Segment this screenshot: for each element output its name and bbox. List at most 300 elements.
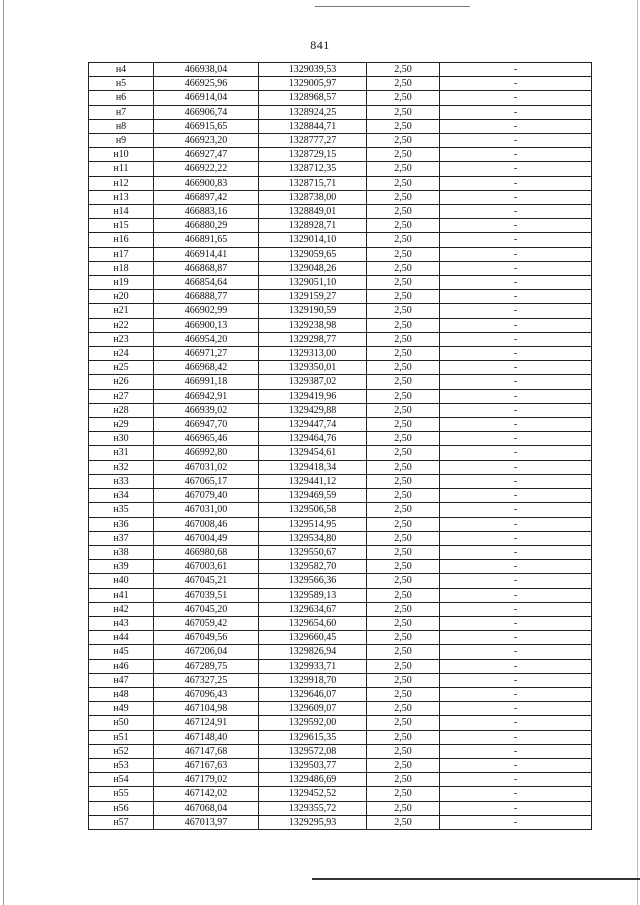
x-coordinate-cell: 466888,77 <box>154 290 259 304</box>
note-cell: - <box>440 673 592 687</box>
note-cell: - <box>440 63 592 77</box>
table-row <box>89 361 592 375</box>
note-cell: - <box>440 531 592 545</box>
point-id-cell: н14 <box>89 205 154 219</box>
accuracy-cell: 2,50 <box>367 219 440 233</box>
table-row <box>89 304 592 318</box>
accuracy-cell: 2,50 <box>367 148 440 162</box>
x-coordinate-cell: 467045,20 <box>154 602 259 616</box>
y-coordinate-cell: 1329298,77 <box>259 332 367 346</box>
scan-bottom-edge-line <box>312 878 640 880</box>
accuracy-cell: 2,50 <box>367 773 440 787</box>
point-id-cell: н45 <box>89 645 154 659</box>
point-id-cell: н23 <box>89 332 154 346</box>
table-row <box>89 332 592 346</box>
table-row <box>89 560 592 574</box>
accuracy-cell: 2,50 <box>367 801 440 815</box>
y-coordinate-cell: 1329469,59 <box>259 489 367 503</box>
x-coordinate-cell: 466922,22 <box>154 162 259 176</box>
point-id-cell: н55 <box>89 787 154 801</box>
accuracy-cell: 2,50 <box>367 418 440 432</box>
note-cell: - <box>440 716 592 730</box>
y-coordinate-cell: 1329418,34 <box>259 460 367 474</box>
note-cell: - <box>440 432 592 446</box>
table-row <box>89 261 592 275</box>
y-coordinate-cell: 1329589,13 <box>259 588 367 602</box>
note-cell: - <box>440 77 592 91</box>
point-id-cell: н7 <box>89 105 154 119</box>
y-coordinate-cell: 1329503,77 <box>259 758 367 772</box>
note-cell: - <box>440 261 592 275</box>
x-coordinate-cell: 467031,02 <box>154 460 259 474</box>
accuracy-cell: 2,50 <box>367 233 440 247</box>
y-coordinate-cell: 1328729,15 <box>259 148 367 162</box>
accuracy-cell: 2,50 <box>367 730 440 744</box>
accuracy-cell: 2,50 <box>367 574 440 588</box>
note-cell: - <box>440 560 592 574</box>
point-id-cell: н52 <box>89 744 154 758</box>
point-id-cell: н39 <box>89 560 154 574</box>
point-id-cell: н31 <box>89 446 154 460</box>
accuracy-cell: 2,50 <box>367 105 440 119</box>
x-coordinate-cell: 467031,00 <box>154 503 259 517</box>
table-row <box>89 418 592 432</box>
note-cell: - <box>440 389 592 403</box>
note-cell: - <box>440 276 592 290</box>
note-cell: - <box>440 645 592 659</box>
x-coordinate-cell: 466914,41 <box>154 247 259 261</box>
table-row <box>89 673 592 687</box>
x-coordinate-cell: 467289,75 <box>154 659 259 673</box>
accuracy-cell: 2,50 <box>367 787 440 801</box>
y-coordinate-cell: 1329572,08 <box>259 744 367 758</box>
point-id-cell: н19 <box>89 276 154 290</box>
note-cell: - <box>440 758 592 772</box>
y-coordinate-cell: 1328849,01 <box>259 205 367 219</box>
table-row <box>89 375 592 389</box>
point-id-cell: н57 <box>89 815 154 829</box>
note-cell: - <box>440 730 592 744</box>
y-coordinate-cell: 1329159,27 <box>259 290 367 304</box>
table-row <box>89 460 592 474</box>
table-row <box>89 787 592 801</box>
note-cell: - <box>440 801 592 815</box>
note-cell: - <box>440 190 592 204</box>
x-coordinate-cell: 466891,65 <box>154 233 259 247</box>
note-cell: - <box>440 318 592 332</box>
y-coordinate-cell: 1328928,71 <box>259 219 367 233</box>
table-row <box>89 574 592 588</box>
point-id-cell: н51 <box>89 730 154 744</box>
y-coordinate-cell: 1329355,72 <box>259 801 367 815</box>
x-coordinate-cell: 466868,87 <box>154 261 259 275</box>
note-cell: - <box>440 545 592 559</box>
table-row <box>89 134 592 148</box>
note-cell: - <box>440 602 592 616</box>
note-cell: - <box>440 347 592 361</box>
y-coordinate-cell: 1329464,76 <box>259 432 367 446</box>
table-row <box>89 77 592 91</box>
point-id-cell: н47 <box>89 673 154 687</box>
note-cell: - <box>440 134 592 148</box>
table-row <box>89 545 592 559</box>
accuracy-cell: 2,50 <box>367 318 440 332</box>
note-cell: - <box>440 474 592 488</box>
table-row <box>89 276 592 290</box>
table-row <box>89 631 592 645</box>
note-cell: - <box>440 233 592 247</box>
accuracy-cell: 2,50 <box>367 247 440 261</box>
y-coordinate-cell: 1329634,67 <box>259 602 367 616</box>
x-coordinate-cell: 466939,02 <box>154 403 259 417</box>
table-row <box>89 531 592 545</box>
accuracy-cell: 2,50 <box>367 631 440 645</box>
note-cell: - <box>440 687 592 701</box>
point-id-cell: н43 <box>89 616 154 630</box>
accuracy-cell: 2,50 <box>367 489 440 503</box>
accuracy-cell: 2,50 <box>367 91 440 105</box>
y-coordinate-cell: 1329048,26 <box>259 261 367 275</box>
point-id-cell: н5 <box>89 77 154 91</box>
y-coordinate-cell: 1329826,94 <box>259 645 367 659</box>
point-id-cell: н20 <box>89 290 154 304</box>
accuracy-cell: 2,50 <box>367 332 440 346</box>
point-id-cell: н11 <box>89 162 154 176</box>
y-coordinate-cell: 1329429,88 <box>259 403 367 417</box>
note-cell: - <box>440 105 592 119</box>
note-cell: - <box>440 503 592 517</box>
point-id-cell: н17 <box>89 247 154 261</box>
accuracy-cell: 2,50 <box>367 347 440 361</box>
table-row <box>89 205 592 219</box>
point-id-cell: н33 <box>89 474 154 488</box>
accuracy-cell: 2,50 <box>367 545 440 559</box>
coordinates-table <box>88 62 592 830</box>
accuracy-cell: 2,50 <box>367 716 440 730</box>
x-coordinate-cell: 466915,65 <box>154 119 259 133</box>
table-row <box>89 616 592 630</box>
y-coordinate-cell: 1329615,35 <box>259 730 367 744</box>
note-cell: - <box>440 489 592 503</box>
y-coordinate-cell: 1329654,60 <box>259 616 367 630</box>
point-id-cell: н37 <box>89 531 154 545</box>
table-row <box>89 105 592 119</box>
y-coordinate-cell: 1329452,52 <box>259 787 367 801</box>
note-cell: - <box>440 418 592 432</box>
table-row <box>89 645 592 659</box>
point-id-cell: н25 <box>89 361 154 375</box>
x-coordinate-cell: 467045,21 <box>154 574 259 588</box>
y-coordinate-cell: 1329419,96 <box>259 389 367 403</box>
accuracy-cell: 2,50 <box>367 659 440 673</box>
y-coordinate-cell: 1329550,67 <box>259 545 367 559</box>
point-id-cell: н56 <box>89 801 154 815</box>
table-row <box>89 659 592 673</box>
point-id-cell: н18 <box>89 261 154 275</box>
y-coordinate-cell: 1328968,57 <box>259 91 367 105</box>
y-coordinate-cell: 1329454,61 <box>259 446 367 460</box>
accuracy-cell: 2,50 <box>367 276 440 290</box>
accuracy-cell: 2,50 <box>367 474 440 488</box>
point-id-cell: н48 <box>89 687 154 701</box>
table-row <box>89 389 592 403</box>
y-coordinate-cell: 1329039,53 <box>259 63 367 77</box>
note-cell: - <box>440 659 592 673</box>
table-row <box>89 219 592 233</box>
point-id-cell: н46 <box>89 659 154 673</box>
x-coordinate-cell: 466968,42 <box>154 361 259 375</box>
point-id-cell: н42 <box>89 602 154 616</box>
x-coordinate-cell: 467008,46 <box>154 517 259 531</box>
note-cell: - <box>440 460 592 474</box>
y-coordinate-cell: 1329646,07 <box>259 687 367 701</box>
x-coordinate-cell: 467148,40 <box>154 730 259 744</box>
point-id-cell: н50 <box>89 716 154 730</box>
point-id-cell: н15 <box>89 219 154 233</box>
x-coordinate-cell: 466965,46 <box>154 432 259 446</box>
table-row <box>89 148 592 162</box>
point-id-cell: н53 <box>89 758 154 772</box>
note-cell: - <box>440 91 592 105</box>
y-coordinate-cell: 1329506,58 <box>259 503 367 517</box>
x-coordinate-cell: 467124,91 <box>154 716 259 730</box>
point-id-cell: н26 <box>89 375 154 389</box>
x-coordinate-cell: 466971,27 <box>154 347 259 361</box>
x-coordinate-cell: 467167,63 <box>154 758 259 772</box>
point-id-cell: н30 <box>89 432 154 446</box>
point-id-cell: н8 <box>89 119 154 133</box>
note-cell: - <box>440 304 592 318</box>
point-id-cell: н54 <box>89 773 154 787</box>
y-coordinate-cell: 1329014,10 <box>259 233 367 247</box>
accuracy-cell: 2,50 <box>367 503 440 517</box>
x-coordinate-cell: 467096,43 <box>154 687 259 701</box>
table-row <box>89 233 592 247</box>
note-cell: - <box>440 162 592 176</box>
y-coordinate-cell: 1329534,80 <box>259 531 367 545</box>
x-coordinate-cell: 466942,91 <box>154 389 259 403</box>
note-cell: - <box>440 787 592 801</box>
table-row <box>89 403 592 417</box>
accuracy-cell: 2,50 <box>367 687 440 701</box>
y-coordinate-cell: 1329582,70 <box>259 560 367 574</box>
accuracy-cell: 2,50 <box>367 673 440 687</box>
note-cell: - <box>440 744 592 758</box>
point-id-cell: н22 <box>89 318 154 332</box>
accuracy-cell: 2,50 <box>367 63 440 77</box>
accuracy-cell: 2,50 <box>367 261 440 275</box>
x-coordinate-cell: 466954,20 <box>154 332 259 346</box>
accuracy-cell: 2,50 <box>367 134 440 148</box>
table-row <box>89 91 592 105</box>
note-cell: - <box>440 773 592 787</box>
table-row <box>89 347 592 361</box>
table-row <box>89 489 592 503</box>
x-coordinate-cell: 467059,42 <box>154 616 259 630</box>
table-row <box>89 503 592 517</box>
accuracy-cell: 2,50 <box>367 531 440 545</box>
table-row <box>89 176 592 190</box>
note-cell: - <box>440 361 592 375</box>
point-id-cell: н12 <box>89 176 154 190</box>
point-id-cell: н13 <box>89 190 154 204</box>
x-coordinate-cell: 466980,68 <box>154 545 259 559</box>
accuracy-cell: 2,50 <box>367 758 440 772</box>
accuracy-cell: 2,50 <box>367 290 440 304</box>
y-coordinate-cell: 1329918,70 <box>259 673 367 687</box>
y-coordinate-cell: 1328738,00 <box>259 190 367 204</box>
accuracy-cell: 2,50 <box>367 119 440 133</box>
scan-top-edge-line <box>315 6 470 7</box>
x-coordinate-cell: 466923,20 <box>154 134 259 148</box>
y-coordinate-cell: 1329387,02 <box>259 375 367 389</box>
point-id-cell: н49 <box>89 702 154 716</box>
y-coordinate-cell: 1328712,35 <box>259 162 367 176</box>
table-row <box>89 588 592 602</box>
accuracy-cell: 2,50 <box>367 645 440 659</box>
accuracy-cell: 2,50 <box>367 588 440 602</box>
note-cell: - <box>440 148 592 162</box>
x-coordinate-cell: 466925,96 <box>154 77 259 91</box>
accuracy-cell: 2,50 <box>367 446 440 460</box>
point-id-cell: н40 <box>89 574 154 588</box>
point-id-cell: н32 <box>89 460 154 474</box>
y-coordinate-cell: 1329190,59 <box>259 304 367 318</box>
y-coordinate-cell: 1328715,71 <box>259 176 367 190</box>
table-row <box>89 474 592 488</box>
point-id-cell: н36 <box>89 517 154 531</box>
note-cell: - <box>440 517 592 531</box>
note-cell: - <box>440 247 592 261</box>
table-row <box>89 602 592 616</box>
y-coordinate-cell: 1328844,71 <box>259 119 367 133</box>
y-coordinate-cell: 1329295,93 <box>259 815 367 829</box>
x-coordinate-cell: 466883,16 <box>154 205 259 219</box>
table-row <box>89 815 592 829</box>
x-coordinate-cell: 467049,56 <box>154 631 259 645</box>
accuracy-cell: 2,50 <box>367 815 440 829</box>
y-coordinate-cell: 1329514,95 <box>259 517 367 531</box>
accuracy-cell: 2,50 <box>367 460 440 474</box>
y-coordinate-cell: 1329447,74 <box>259 418 367 432</box>
table-row <box>89 318 592 332</box>
point-id-cell: н6 <box>89 91 154 105</box>
point-id-cell: н21 <box>89 304 154 318</box>
x-coordinate-cell: 467142,02 <box>154 787 259 801</box>
x-coordinate-cell: 466897,42 <box>154 190 259 204</box>
scan-left-edge-line <box>3 0 4 905</box>
point-id-cell: н41 <box>89 588 154 602</box>
table-row <box>89 190 592 204</box>
x-coordinate-cell: 467003,61 <box>154 560 259 574</box>
accuracy-cell: 2,50 <box>367 702 440 716</box>
accuracy-cell: 2,50 <box>367 432 440 446</box>
accuracy-cell: 2,50 <box>367 403 440 417</box>
point-id-cell: н34 <box>89 489 154 503</box>
accuracy-cell: 2,50 <box>367 389 440 403</box>
accuracy-cell: 2,50 <box>367 176 440 190</box>
accuracy-cell: 2,50 <box>367 744 440 758</box>
x-coordinate-cell: 467104,98 <box>154 702 259 716</box>
x-coordinate-cell: 467079,40 <box>154 489 259 503</box>
note-cell: - <box>440 332 592 346</box>
y-coordinate-cell: 1329660,45 <box>259 631 367 645</box>
note-cell: - <box>440 205 592 219</box>
table-row <box>89 432 592 446</box>
x-coordinate-cell: 467065,17 <box>154 474 259 488</box>
x-coordinate-cell: 467206,04 <box>154 645 259 659</box>
x-coordinate-cell: 466947,70 <box>154 418 259 432</box>
table-row <box>89 446 592 460</box>
x-coordinate-cell: 466938,04 <box>154 63 259 77</box>
page-number: 841 <box>310 38 330 52</box>
y-coordinate-cell: 1329005,97 <box>259 77 367 91</box>
y-coordinate-cell: 1329609,07 <box>259 702 367 716</box>
accuracy-cell: 2,50 <box>367 616 440 630</box>
y-coordinate-cell: 1329566,36 <box>259 574 367 588</box>
note-cell: - <box>440 702 592 716</box>
accuracy-cell: 2,50 <box>367 205 440 219</box>
point-id-cell: н35 <box>89 503 154 517</box>
y-coordinate-cell: 1328924,25 <box>259 105 367 119</box>
note-cell: - <box>440 616 592 630</box>
point-id-cell: н10 <box>89 148 154 162</box>
y-coordinate-cell: 1329592,00 <box>259 716 367 730</box>
table-row <box>89 744 592 758</box>
note-cell: - <box>440 446 592 460</box>
y-coordinate-cell: 1329238,98 <box>259 318 367 332</box>
x-coordinate-cell: 466900,13 <box>154 318 259 332</box>
note-cell: - <box>440 176 592 190</box>
table-row <box>89 687 592 701</box>
accuracy-cell: 2,50 <box>367 517 440 531</box>
table-row <box>89 773 592 787</box>
x-coordinate-cell: 467039,51 <box>154 588 259 602</box>
x-coordinate-cell: 466914,04 <box>154 91 259 105</box>
point-id-cell: н28 <box>89 403 154 417</box>
table-row <box>89 801 592 815</box>
y-coordinate-cell: 1329059,65 <box>259 247 367 261</box>
point-id-cell: н27 <box>89 389 154 403</box>
scan-right-edge-line <box>637 0 638 905</box>
accuracy-cell: 2,50 <box>367 162 440 176</box>
table-row <box>89 730 592 744</box>
x-coordinate-cell: 467147,68 <box>154 744 259 758</box>
note-cell: - <box>440 403 592 417</box>
accuracy-cell: 2,50 <box>367 190 440 204</box>
accuracy-cell: 2,50 <box>367 361 440 375</box>
point-id-cell: н24 <box>89 347 154 361</box>
x-coordinate-cell: 467179,02 <box>154 773 259 787</box>
point-id-cell: н9 <box>89 134 154 148</box>
y-coordinate-cell: 1329441,12 <box>259 474 367 488</box>
note-cell: - <box>440 119 592 133</box>
point-id-cell: н38 <box>89 545 154 559</box>
accuracy-cell: 2,50 <box>367 560 440 574</box>
accuracy-cell: 2,50 <box>367 602 440 616</box>
note-cell: - <box>440 631 592 645</box>
x-coordinate-cell: 467013,97 <box>154 815 259 829</box>
table-row <box>89 702 592 716</box>
x-coordinate-cell: 467327,25 <box>154 673 259 687</box>
y-coordinate-cell: 1329313,00 <box>259 347 367 361</box>
accuracy-cell: 2,50 <box>367 304 440 318</box>
x-coordinate-cell: 466880,29 <box>154 219 259 233</box>
x-coordinate-cell: 466991,18 <box>154 375 259 389</box>
table-row <box>89 290 592 304</box>
x-coordinate-cell: 466854,64 <box>154 276 259 290</box>
table-row <box>89 119 592 133</box>
